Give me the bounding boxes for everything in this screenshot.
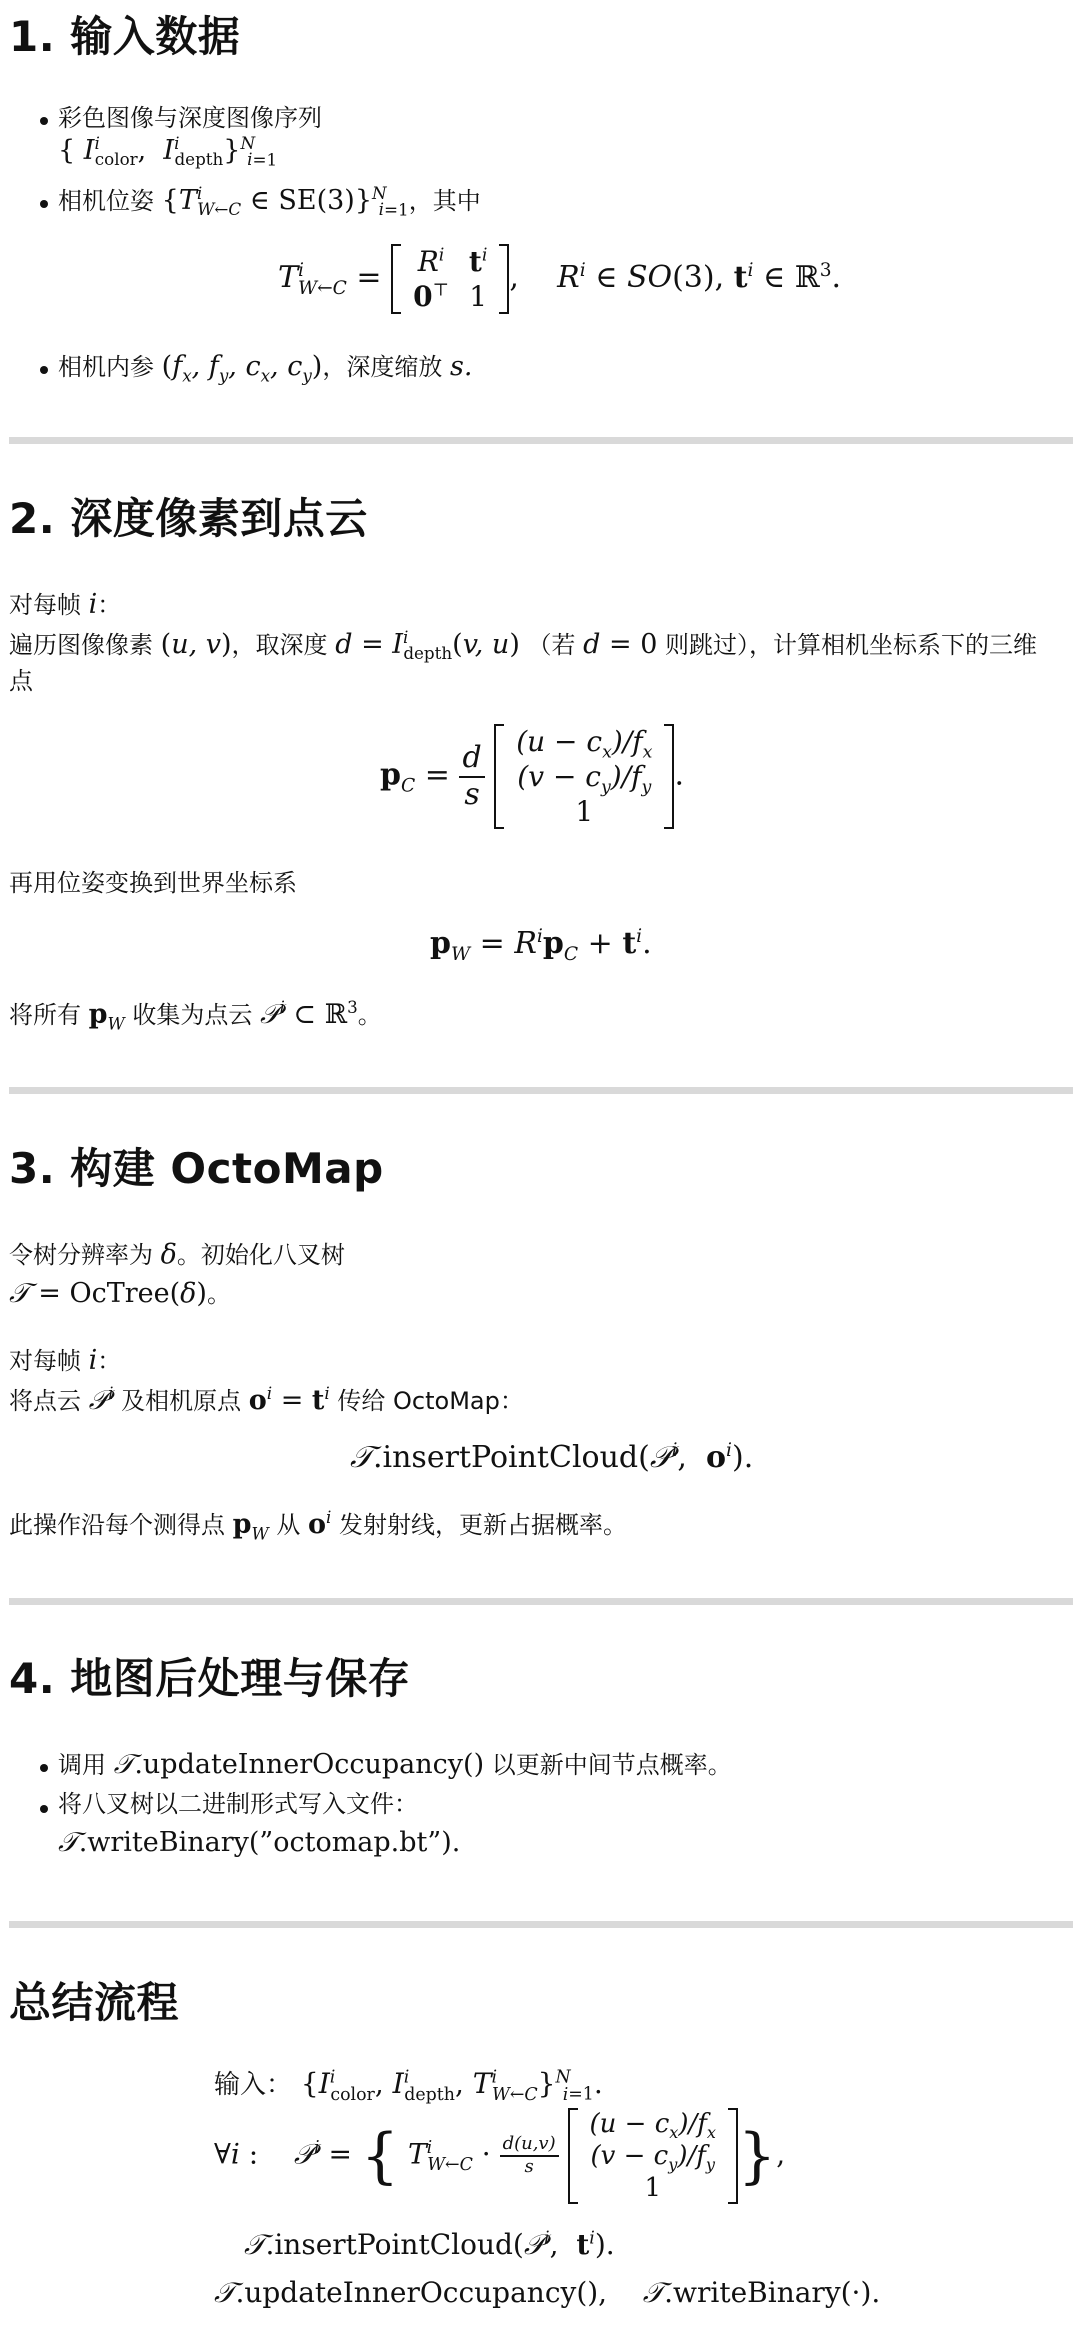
text-label: ，其中 — [408, 187, 481, 215]
divider — [9, 1087, 1073, 1094]
section-title-summary: 总结流程 — [9, 1978, 180, 2027]
text-point: 点 — [9, 667, 33, 695]
text-label: 。初始化八叉树 — [176, 1241, 345, 1269]
text-label: 输入： — [214, 2070, 293, 2100]
equation-world-point: $p_W = R^ip_C + t^i$. — [430, 926, 652, 965]
divider — [9, 437, 1073, 444]
math-write-binary: 𝒯.writeBinary(”octomap.bt”). — [58, 1827, 461, 1858]
text-label: 则跳过），计算相机坐标系下的三维 — [665, 631, 1038, 659]
text-label: 。 — [357, 1001, 382, 1029]
section-title-postprocess: 4. 地图后处理与保存 — [9, 1654, 411, 1703]
text-label: 将所有 — [9, 1001, 81, 1029]
summary-update-write-line: 𝒯.updateInnerOccupancy(), 𝒯.writeBinary(·). — [214, 2276, 881, 2309]
bullet — [40, 117, 48, 125]
math-var-i: i — [88, 589, 98, 620]
text-label: ： — [97, 1347, 122, 1375]
math-scale: s. — [449, 351, 473, 382]
divider — [9, 1921, 1073, 1928]
text-label: 收集为点云 — [132, 1001, 253, 1029]
text-label: ，取深度 — [231, 631, 328, 659]
text-label: 对每帧 — [9, 591, 81, 619]
equation-backprojection: $p_C$ = $\frac{d}{s}$ $(u - c_x)/f_x$ $(v - c_y)/f_y$ 1 . — [380, 725, 684, 828]
section-title-depth-to-cloud: 2. 深度像素到点云 — [9, 494, 368, 543]
text-label: 调用 — [58, 1751, 106, 1779]
text-label: 传给 OctoMap： — [337, 1387, 524, 1415]
text-label: 以更新中间节点概率。 — [491, 1751, 732, 1779]
bullet-text-color-depth: 彩色图像与深度图像序列 — [58, 104, 322, 132]
text-label: 。 — [206, 1280, 231, 1308]
text-label: 令树分辨率为 — [9, 1241, 153, 1269]
section-title-build-octomap: 3. 构建 OctoMap — [9, 1144, 384, 1193]
text-transform-world: 再用位姿变换到世界坐标系 — [9, 869, 297, 897]
bullet-text-write-binary: 将八叉树以二进制形式写入文件： — [58, 1790, 418, 1818]
bullet — [40, 200, 48, 208]
text-for-each-frame-2: 对每帧 i： — [9, 1345, 122, 1376]
math-octree-init: 𝒯 = OcTree(δ)。 — [9, 1278, 231, 1309]
text-label: （若 — [527, 631, 576, 659]
text-label: ，深度缩放 — [322, 353, 443, 381]
math-image-sequence: { $I^i_{color}$, $I^i_{depth}\}^N_{i=1}$ — [58, 133, 278, 170]
text-label: 对每帧 — [9, 1347, 81, 1375]
bullet — [40, 1805, 48, 1813]
text-label: 发射射线，更新占据概率。 — [339, 1511, 628, 1539]
text-label: 相机内参 — [58, 353, 154, 381]
text-label: 此操作沿每个测得点 — [9, 1511, 225, 1539]
equation-insert-point-cloud: 𝒯.insertPointCloud(𝒫$^i$, $o^i$). — [350, 1440, 754, 1475]
text-for-each-frame — [9, 588, 121, 622]
text-pass-to-octomap: 将点云 𝒫$^i$ 及相机原点 $o^i = t^i$ 传给 OctoMap： — [9, 1383, 524, 1416]
divider — [9, 1598, 1073, 1605]
text-label: 从 — [276, 1511, 301, 1539]
text-label: 相机位姿 — [58, 187, 154, 215]
text-label: 及相机原点 — [121, 1387, 242, 1415]
bullet — [40, 366, 48, 374]
bullet — [40, 1764, 48, 1772]
text-label: 遍历图像像素 — [9, 631, 153, 659]
summary-insert-line: 𝒯.insertPointCloud(𝒫$^i$, $t^i$). — [244, 2228, 615, 2261]
text-raycast: 此操作沿每个测得点 $p_W$ 从 $o^i$ 发射射线，更新占据概率。 — [9, 1507, 628, 1544]
bullet-text-update-occupancy: 调用 𝒯.updateInnerOccupancy() 以更新中间节点概率。 — [58, 1749, 732, 1780]
text-label: ： — [97, 591, 122, 619]
text-label: 将点云 — [9, 1387, 81, 1415]
summary-input-line: 输入： {$I^i_{color}$, $I^i_{depth}$, $T^i_{W\leftarrow C}\}^N_{i=1}$. — [214, 2067, 603, 2105]
summary-cloud-line: ∀i : 𝒫$^i$ = { $T^i_{W\leftarrow C}$ · $\frac{d(u,v)}{s}$ $(u - c_x)/f_x$ $(v - c_y)/f_y$ 1 }, — [214, 2109, 786, 2203]
equation-pose-matrix: $T^i_{W\leftarrow C}$ = $R^i$ $t^i$ 0⊤ 1 , $R^i$ ∈ SO(3), $t^i$ ∈ ℝ$^3$. — [278, 245, 842, 313]
text-iterate-pixels: 遍历图像像素 (u, v)，取深度 $d = I^i_{depth}(v$, u) （若 d = 0 则跳过），计算相机坐标系下的三维 — [9, 627, 1038, 664]
bullet-text-camera-pose: 相机位姿 {$T^i_{W\leftarrow C}$ ∈ SE(3)}$^N_{i=1}$，其中 — [58, 183, 481, 220]
text-collect-cloud: 将所有 $p_W$ 收集为点云 𝒫$^i$ ⊂ ℝ$^3$。 — [9, 997, 382, 1034]
text-resolution: 令树分辨率为 δ。初始化八叉树 — [9, 1239, 345, 1270]
bullet-text-intrinsics: 相机内参 ($f_x$, $f_y$, $c_x$, $c_y$)，深度缩放 s. — [58, 351, 473, 386]
section-title-input-data: 1. 输入数据 — [9, 12, 241, 61]
